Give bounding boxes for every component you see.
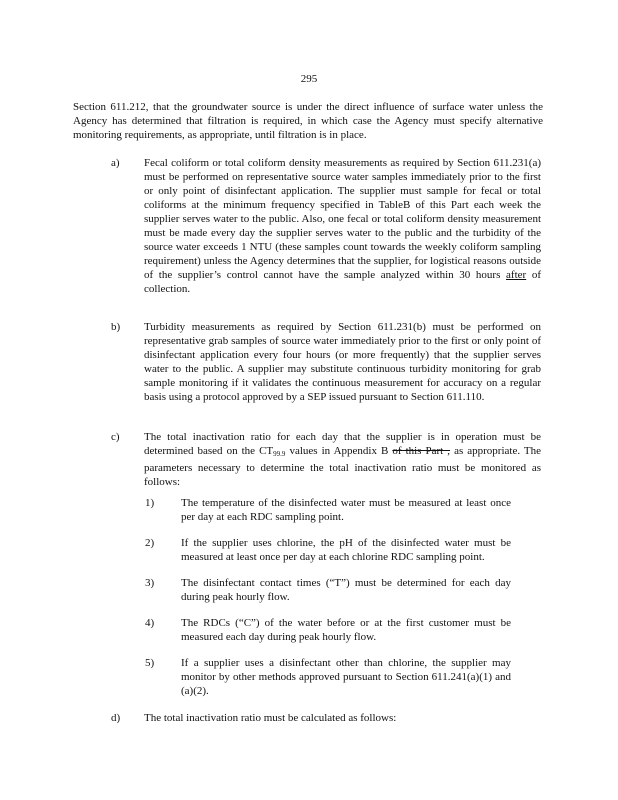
paragraph-a-label: a) — [111, 157, 120, 169]
subitem-3-text: The disinfectant contact times (“T”) must be determined for each day during peak hourly flow. — [181, 577, 511, 603]
subitem-1 — [145, 496, 545, 524]
paragraph-a — [111, 156, 541, 296]
paragraph-c-text-2: values in Appendix B — [289, 445, 389, 457]
paragraph-c-text — [144, 430, 541, 489]
subitem-2 — [145, 536, 545, 564]
subitem-1-text: The temperature of the disinfected water must be measured at least once per day at each RDC sampling point. — [181, 497, 511, 523]
subitem-2-text: If the supplier uses chlorine, the pH of the disinfected water must be measured at least once per day at each chlorine RDC sampling point. — [181, 537, 511, 563]
paragraph-a-text-2: of collection. — [144, 269, 542, 295]
paragraph-b-label: b) — [111, 321, 121, 333]
page-number: 295 — [300, 73, 318, 85]
paragraph-c — [111, 430, 541, 489]
paragraph-b — [111, 320, 541, 404]
subitem-2-label: 2) — [145, 537, 155, 549]
paragraph-a-underlined: after — [506, 269, 527, 281]
subitem-3-label: 3) — [145, 577, 155, 589]
subitem-4-label: 4) — [145, 617, 155, 629]
paragraph-c-text-1: The total inactivation ratio for each day that the supplier is in operation must be determined based on the CT — [144, 431, 541, 457]
paragraph-d — [111, 711, 541, 725]
subitem-4-text: The RDCs (“C”) of the water before or at the first customer must be measured each day during peak hourly flow. — [181, 617, 511, 643]
paragraph-d-label: d) — [111, 712, 121, 724]
ct-subscript: 99.9 — [273, 450, 286, 458]
paragraph-c-label: c) — [111, 431, 120, 443]
subitem-4 — [145, 616, 545, 644]
paragraph-b-text: Turbidity measurements as required by Section 611.231(b) must be performed on representative grab samples of source water immediately prior to the first or only point of disinfectant application every four hours (or more frequently) that the supplier serves water to the public. A supplier may substitute continuous turbidity monitoring for grab sample monitoring if it validates the continuous measurement for accuracy on a regular basis using a protocol approved by a SEP issued pursuant to Section 611.110. — [144, 321, 541, 403]
subitem-3 — [145, 576, 545, 604]
paragraph-c-struck: of this Part , — [392, 445, 451, 457]
subitem-5-label: 5) — [145, 657, 155, 669]
subitem-1-label: 1) — [145, 497, 155, 509]
paragraph-a-text-1: Fecal coliform or total coliform density measurements as required by Section 611.231(a) must be performed on representative source water samples immediately prior to the first or only point of disinfectant application. The supplier must sample for fecal or total coliforms at the minimum frequency specified in TableB of this Part each week the supplier serves water to the public. Also, one fecal or total coliform density measurement must be made every day the supplier serves water to the public and the turbidity of the source water exceeds 1 NTU (these samples count towards the weekly coliform sampling requirement) unless the Agency determines that the supplier, for logistical reasons outside of the supplier’s control cannot have the sample analyzed within 30 hours — [144, 157, 541, 281]
subitem-5-text: If a supplier uses a disinfectant other than chlorine, the supplier may monitor by other methods approved pursuant to Section 611.241(a)(1) and (a)(2). — [181, 657, 511, 697]
paragraph-a-text — [144, 156, 541, 296]
subitem-5 — [145, 656, 545, 698]
paragraph-c-text-3: as appropriate. The parameters necessary to determine the total inactivation ratio must be monitored as follows: — [144, 445, 542, 488]
paragraph-d-text: The total inactivation ratio must be calculated as follows: — [144, 712, 397, 724]
intro-paragraph: Section 611.212, that the groundwater source is under the direct influence of surface water unless the Agency has determined that filtration is required, in which case the Agency must specify alternative monitoring requirements, as appropriate, until filtration is in place. — [73, 101, 543, 141]
